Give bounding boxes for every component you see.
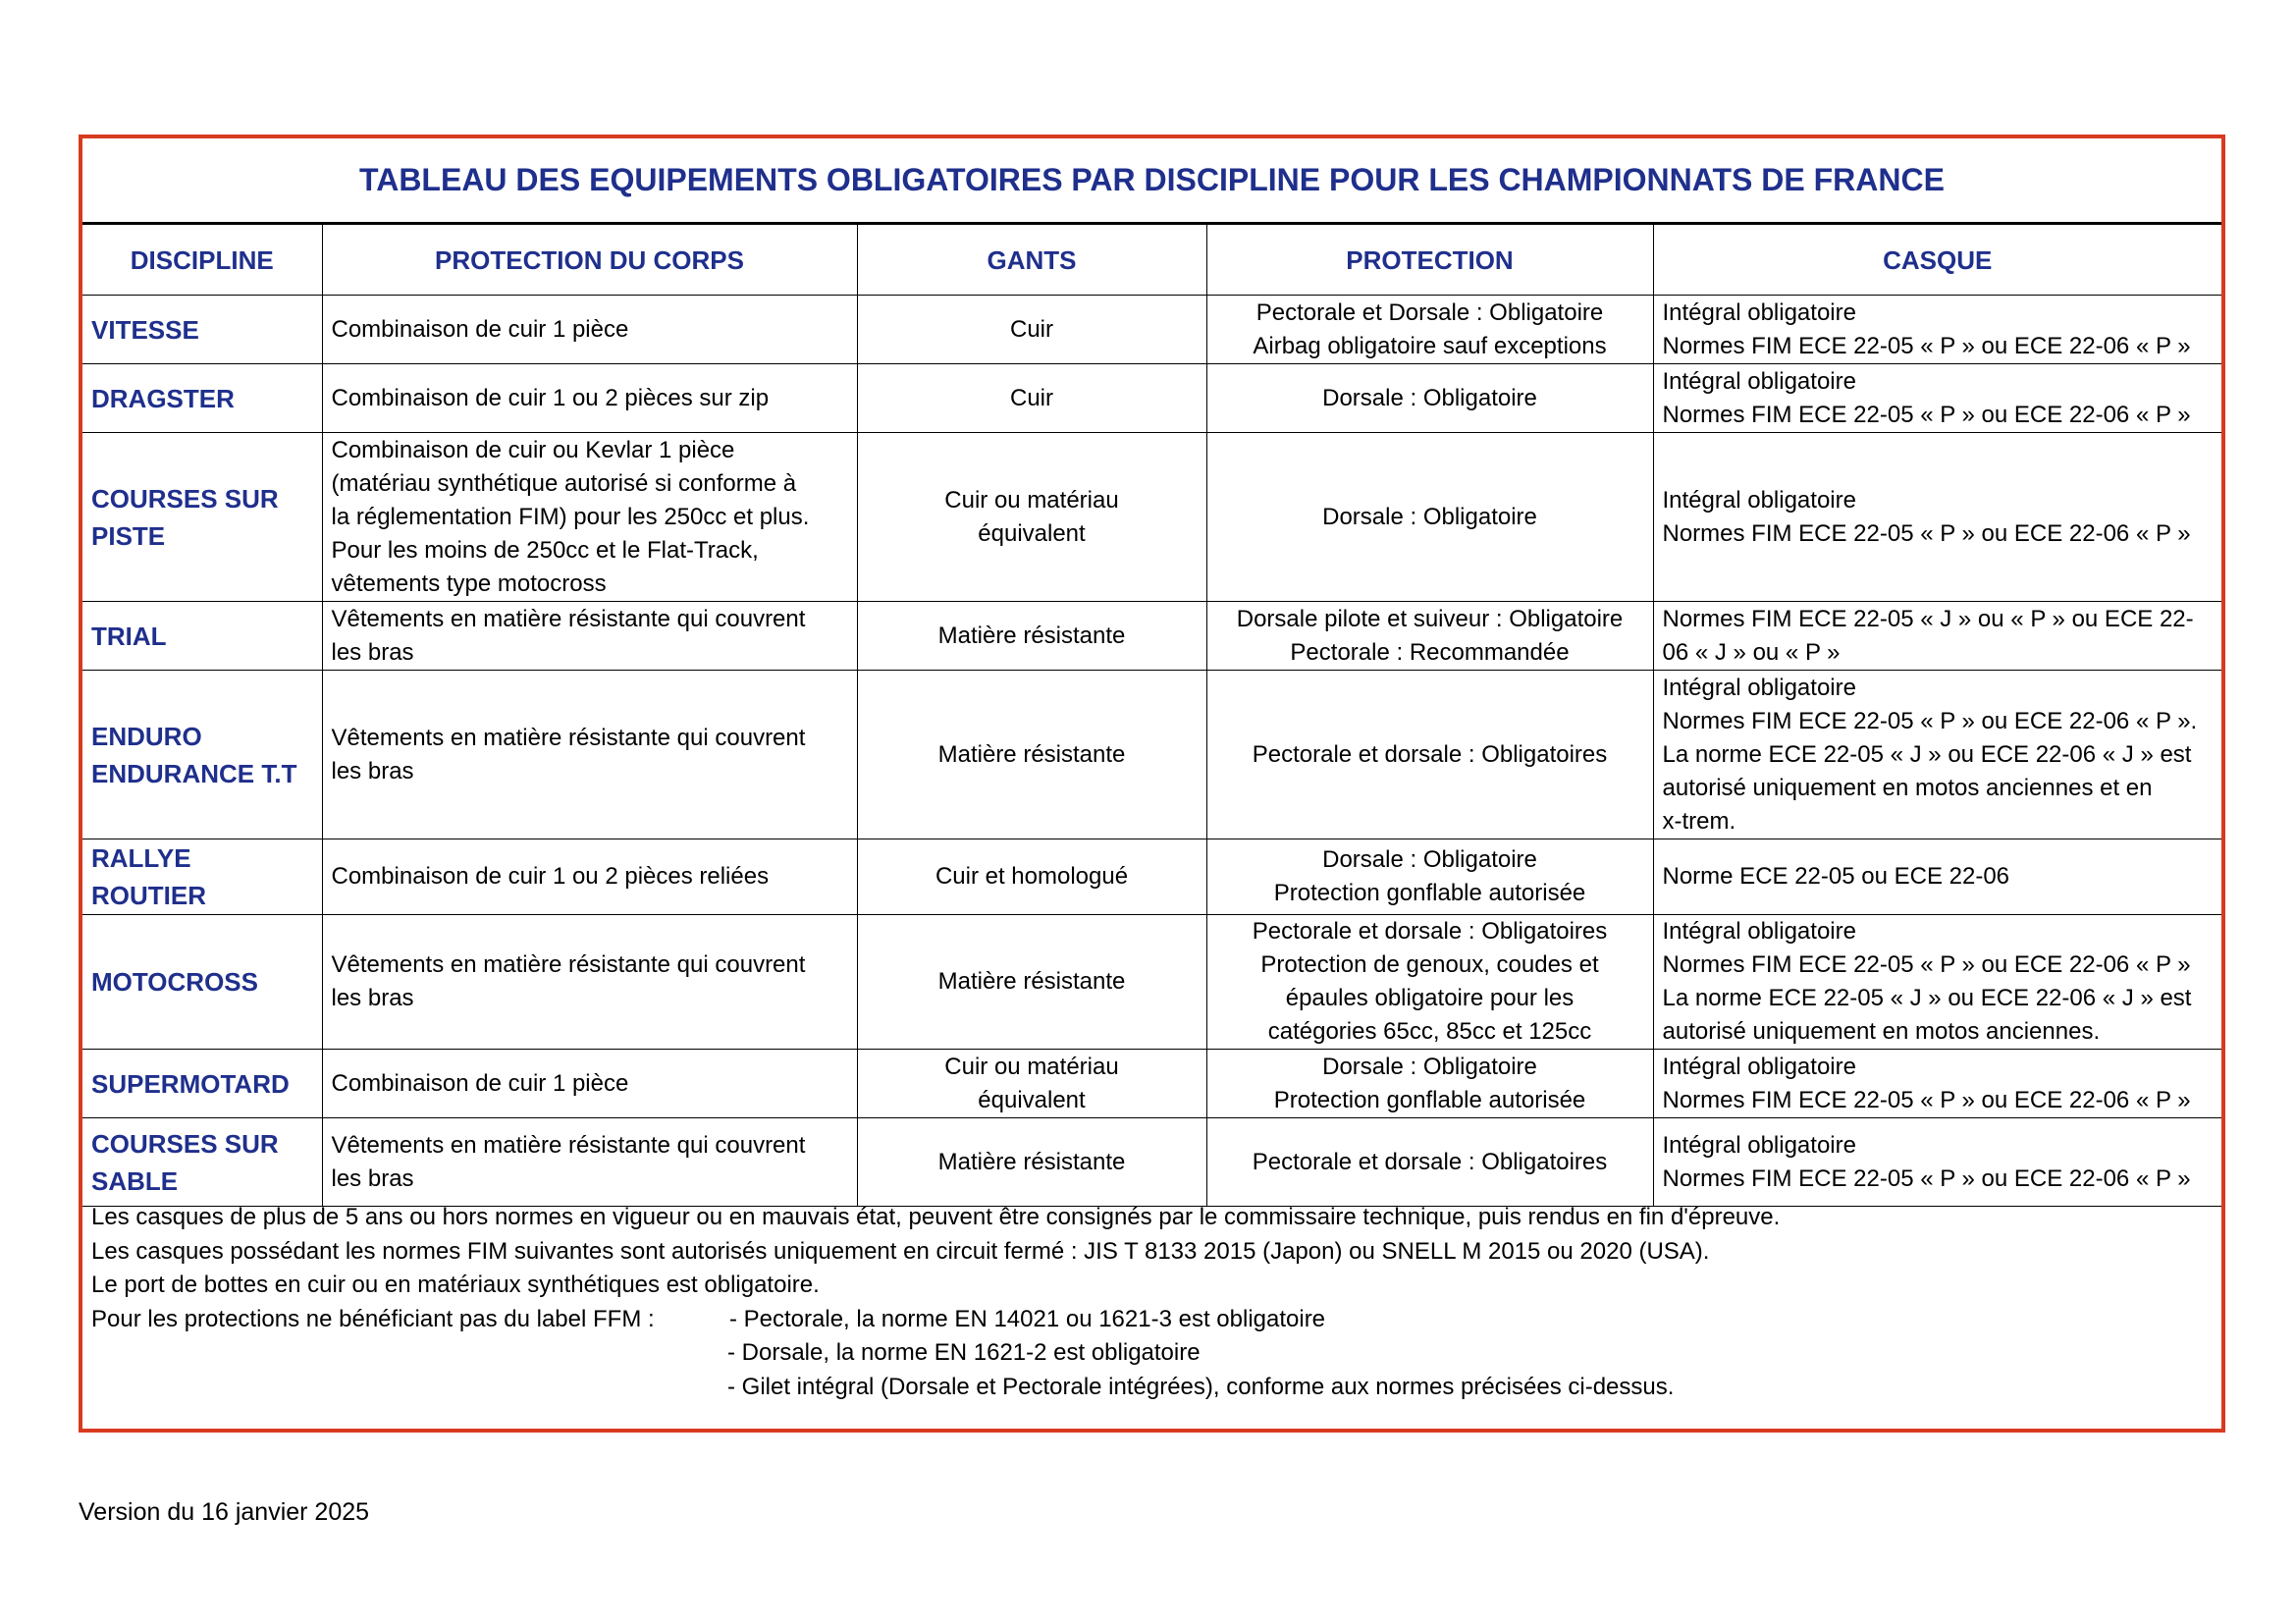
cell-line: ENDURO [91,721,202,751]
cell-line: Pour les moins de 250cc et le Flat-Track, [331,536,759,564]
cell-line: Combinaison de cuir 1 ou 2 pièces reliées [331,863,770,890]
cell-line: équivalent [978,519,1086,547]
column-header-casque: CASQUE [1653,225,2221,296]
cell-line: Vêtements en matière résistante qui couvrent [331,1131,806,1159]
cell-discipline [82,433,322,602]
cell-corps [322,839,857,915]
document-frame [79,135,2225,1433]
cell-protection [1206,1118,1653,1207]
cell-line: Normes FIM ECE 22-05 « P » ou ECE 22-06 « P » [1662,951,2191,978]
note-line: Les casques de plus de 5 ans ou hors normes en vigueur ou en mauvais état, peuvent être consignés par le commissaire technique, puis rendus en fin d'épreuve. [91,1204,1781,1230]
cell-line: la réglementation FIM) pour les 250cc et plus. [331,503,810,530]
note-line [91,1303,2221,1337]
cell-line: Dorsale : Obligatoire [1322,384,1537,411]
cell-corps [322,364,857,433]
cell-casque [1653,602,2221,671]
cell-casque [1653,364,2221,433]
cell-protection [1206,602,1653,671]
cell-line: Pectorale : Recommandée [1290,638,1570,666]
cell-line: Combinaison de cuir ou Kevlar 1 pièce [331,436,735,463]
column-header-protection: PROTECTION [1206,225,1653,296]
cell-line: Dorsale : Obligatoire [1322,503,1537,530]
cell-line: (matériau synthétique autorisé si conforme à [331,469,797,497]
note-label: Pour les protections ne bénéficiant pas du label FFM : [91,1305,655,1332]
cell-line: Matière résistante [937,622,1126,649]
cell-line: PISTE [91,520,166,551]
column-header-gants: GANTS [857,225,1206,296]
cell-line: Cuir et homologué [934,863,1129,890]
cell-line: x-trem. [1662,807,1736,835]
cell-line: SUPERMOTARD [91,1068,290,1099]
cell-protection [1206,433,1653,602]
cell-corps [322,1050,857,1118]
column-header-corps: PROTECTION DU CORPS [322,225,857,296]
cell-line: COURSES SUR [91,1128,279,1159]
cell-casque [1653,915,2221,1050]
cell-discipline [82,1050,322,1118]
cell-line: Protection gonflable autorisée [1273,1086,1586,1113]
cell-line: Cuir ou matériau [944,1053,1119,1080]
cell-protection [1206,1050,1653,1118]
cell-line: Combinaison de cuir 1 pièce [331,1069,629,1097]
table-header-row [82,225,2221,296]
cell-line: Protection gonflable autorisée [1273,880,1586,906]
cell-gants [857,915,1206,1050]
cell-line: Intégral obligatoire [1662,298,1856,326]
note-item: - Dorsale, la norme EN 1621-2 est obligatoire [727,1339,1201,1367]
version-label: Version du 16 janvier 2025 [79,1498,370,1526]
cell-protection [1206,915,1653,1050]
cell-corps [322,915,857,1050]
cell-line: Pectorale et Dorsale : Obligatoire [1255,298,1604,326]
cell-line: Vêtements en matière résistante qui couvrent [331,951,806,978]
cell-line: Normes FIM ECE 22-05 « P » ou ECE 22-06 « P ». [1662,707,2198,734]
cell-line: ENDURANCE T.T [91,758,297,788]
cell-line: Combinaison de cuir 1 ou 2 pièces sur zip [331,384,770,411]
table-row [82,915,2221,1050]
cell-line: Intégral obligatoire [1662,367,1856,395]
cell-casque [1653,839,2221,915]
cell-casque [1653,1050,2221,1118]
cell-line: Vêtements en matière résistante qui couvrent [331,605,806,632]
table-body [82,296,2221,1207]
cell-line: La norme ECE 22-05 « J » ou ECE 22-06 « J » est [1662,740,2192,768]
cell-line: Intégral obligatoire [1662,1053,1856,1080]
cell-line: catégories 65cc, 85cc et 125cc [1267,1018,1592,1045]
cell-line: La norme ECE 22-05 « J » ou ECE 22-06 « J » est [1662,985,2192,1011]
table-row [82,1050,2221,1118]
cell-line: Matière résistante [937,1148,1126,1175]
table-row [82,839,2221,915]
table-row [82,364,2221,433]
cell-line: Intégral obligatoire [1662,486,1856,514]
cell-discipline [82,915,322,1050]
cell-line: DRAGSTER [91,383,235,413]
equipment-table [82,224,2221,1207]
cell-protection [1206,364,1653,433]
cell-corps [322,433,857,602]
cell-gants [857,671,1206,839]
cell-line: les bras [331,985,414,1011]
cell-line: VITESSE [91,314,199,345]
note-line: Le port de bottes en cuir ou en matériaux synthétiques est obligatoire. [91,1272,820,1299]
table-row [82,671,2221,839]
cell-casque [1653,433,2221,602]
cell-line: RALLYE ROUTIER [91,843,206,910]
cell-line: épaules obligatoire pour les [1285,985,1575,1011]
cell-discipline [82,296,322,364]
cell-line: autorisé uniquement en motos anciennes. [1662,1018,2101,1045]
cell-line: Matière résistante [937,968,1126,995]
cell-line: les bras [331,757,414,785]
cell-line: Vêtements en matière résistante qui couvrent [331,724,806,751]
cell-gants [857,839,1206,915]
cell-line: Dorsale : Obligatoire [1322,1053,1537,1080]
cell-line: Normes FIM ECE 22-05 « P » ou ECE 22-06 « P » [1662,1164,2191,1192]
cell-gants [857,1118,1206,1207]
document-title: TABLEAU DES EQUIPEMENTS OBLIGATOIRES PAR DISCIPLINE POUR LES CHAMPIONNATS DE FRANCE [82,138,2221,224]
cell-line: Dorsale pilote et suiveur : Obligatoire [1236,605,1624,632]
cell-discipline [82,602,322,671]
cell-line: Normes FIM ECE 22-05 « P » ou ECE 22-06 « P » [1662,1086,2191,1113]
cell-line: Cuir [1009,315,1053,343]
cell-line: Pectorale et dorsale : Obligatoires [1252,1148,1608,1175]
cell-corps [322,671,857,839]
cell-gants [857,1050,1206,1118]
cell-gants [857,602,1206,671]
cell-line: les bras [331,638,414,666]
cell-line: Intégral obligatoire [1662,918,1856,945]
cell-protection [1206,296,1653,364]
table-row [82,1118,2221,1207]
cell-discipline [82,671,322,839]
cell-discipline [82,364,322,433]
cell-line: Airbag obligatoire sauf exceptions [1253,332,1607,359]
cell-line: Protection de genoux, coudes et [1260,951,1599,978]
note-item: - Pectorale, la norme EN 14021 ou 1621-3 est obligatoire [729,1305,1326,1332]
cell-line: Combinaison de cuir 1 pièce [331,315,629,343]
cell-line: Normes FIM ECE 22-05 « P » ou ECE 22-06 « P » [1662,332,2191,359]
column-header-discipline: DISCIPLINE [82,225,322,296]
cell-corps [322,1118,857,1207]
cell-line: SABLE [91,1165,179,1196]
cell-gants [857,296,1206,364]
cell-line: COURSES SUR [91,483,279,514]
cell-line: Norme ECE 22-05 ou ECE 22-06 [1662,863,2010,890]
table-row [82,433,2221,602]
cell-line: Intégral obligatoire [1662,1131,1856,1159]
cell-line: Normes FIM ECE 22-05 « J » ou « P » ou ECE 22- [1662,605,2194,632]
cell-corps [322,602,857,671]
cell-gants [857,433,1206,602]
table-row [82,296,2221,364]
cell-line: les bras [331,1164,414,1192]
cell-casque [1653,1118,2221,1207]
cell-line: Intégral obligatoire [1662,674,1856,701]
cell-line: Normes FIM ECE 22-05 « P » ou ECE 22-06 « P » [1662,401,2191,428]
cell-line: autorisé uniquement en motos anciennes et en [1662,774,2153,801]
cell-line: vêtements type motocross [331,569,607,597]
table-row [82,602,2221,671]
cell-corps [322,296,857,364]
note-item: - Gilet intégral (Dorsale et Pectorale intégrées), conforme aux normes précisées ci-dessus. [727,1373,1675,1400]
cell-discipline [82,1118,322,1207]
cell-line: Matière résistante [937,740,1126,768]
cell-casque [1653,671,2221,839]
cell-line: Cuir ou matériau [944,486,1119,514]
note-line: Les casques possédant les normes FIM suivantes sont autorisés uniquement en circuit fermé : JIS T 8133 2015 (Japon) ou SNELL M 2015 ou 2020 (USA). [91,1237,1710,1265]
cell-line: Normes FIM ECE 22-05 « P » ou ECE 22-06 « P » [1662,519,2191,547]
cell-protection [1206,839,1653,915]
cell-protection [1206,671,1653,839]
cell-line: Pectorale et dorsale : Obligatoires [1252,740,1608,768]
cell-line: MOTOCROSS [91,967,258,997]
cell-casque [1653,296,2221,364]
cell-line: équivalent [978,1086,1086,1113]
cell-line: 06 « J » ou « P » [1662,638,1841,666]
cell-discipline [82,839,322,915]
notes-section [82,1201,2221,1405]
cell-line: Pectorale et dorsale : Obligatoires [1252,918,1608,945]
cell-line: Dorsale : Obligatoire [1322,846,1537,873]
cell-gants [857,364,1206,433]
cell-line: TRIAL [91,621,167,651]
cell-line: Cuir [1009,384,1053,411]
